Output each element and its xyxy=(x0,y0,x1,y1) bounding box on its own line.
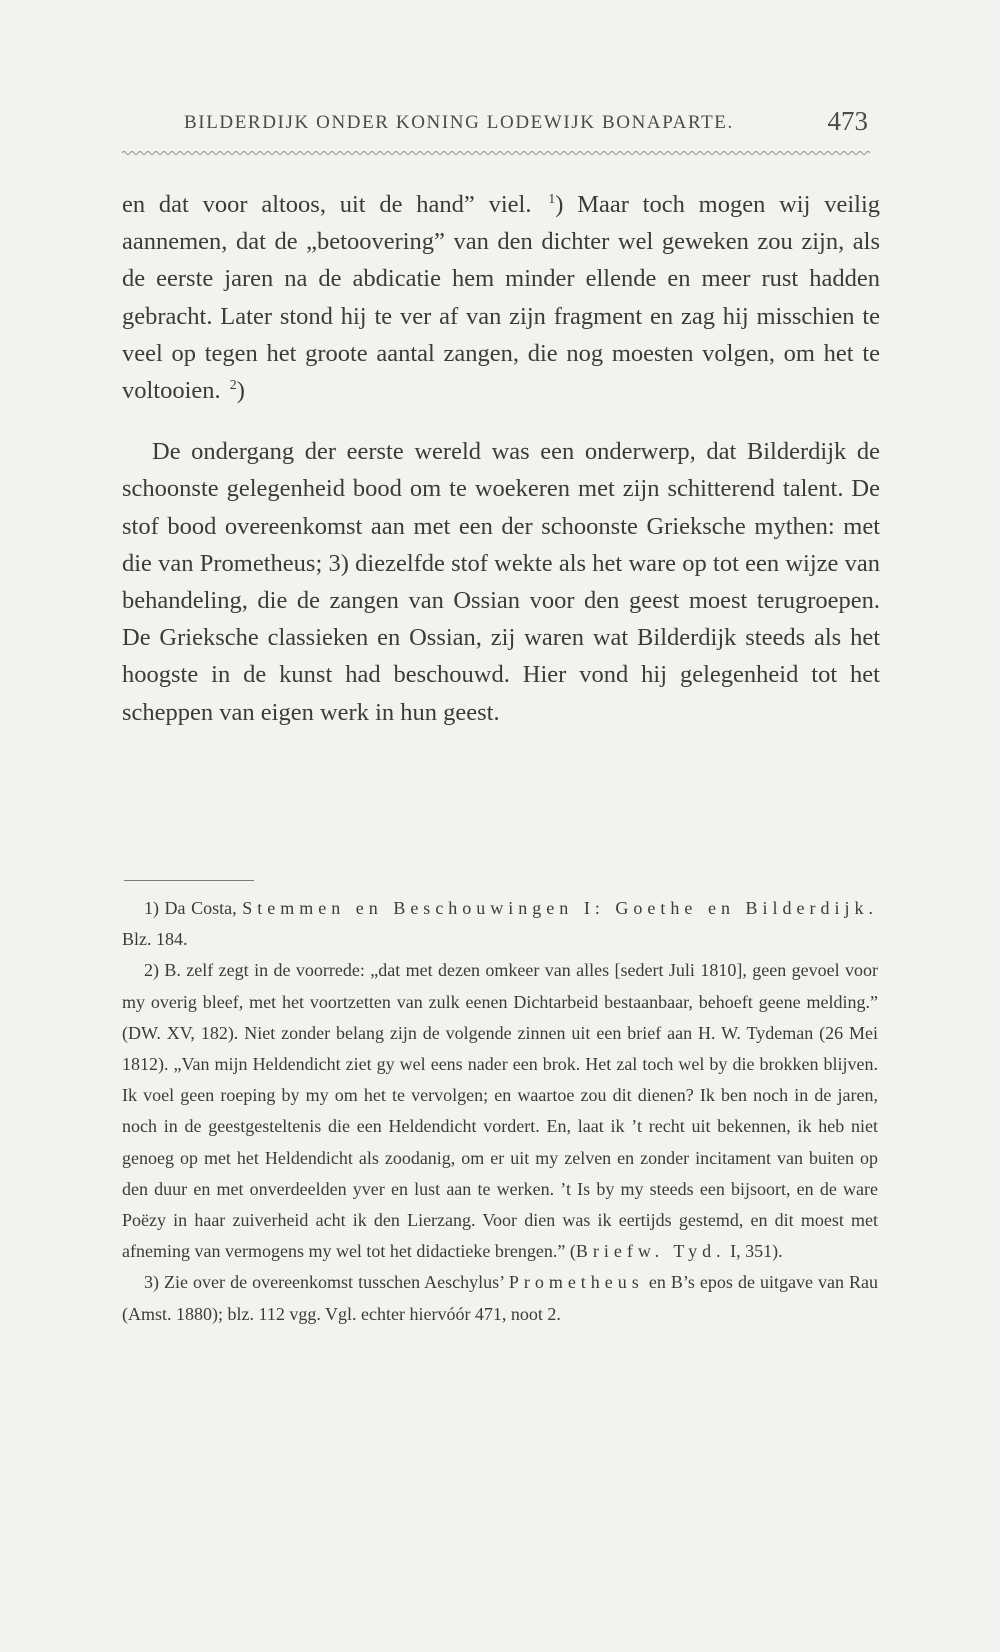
header-wavy-rule xyxy=(122,150,870,156)
footnote-2-title: Briefw. Tyd. xyxy=(575,1241,726,1262)
footnote-3-part-a: 3) Zie over de overeenkomst tusschen Aeschylus’ xyxy=(144,1272,504,1293)
footnote-separator xyxy=(124,880,254,881)
footnote-1-part-a: 1) Da Costa, xyxy=(144,898,237,918)
footnote-1-title: Stemmen en Beschouwingen I: Goethe en Bilderdijk. xyxy=(242,898,879,918)
paragraph-2-part-b: diezelfde stof wekte als het ware op tot een wijze van behandeling, die de zangen van Ossian voor den geest moest terugroepen. De Grieksche classieken en Ossian, zij waren wat Bilderdijk steeds als het hoogste in de kunst had beschouwd. Hier vond hij gelegenheid tot het scheppen van eigen werk in hun geest. xyxy=(122,549,880,726)
footnotes xyxy=(122,893,878,1330)
footnote-3 xyxy=(122,1267,878,1329)
footnote-2-part-a: 2) B. zelf zegt in de voorrede: „dat met dezen omkeer van alles [sedert Juli 1810], geen gevoel voor my overig bleef, met het voortzetten van zulk eenen Dichtarbeid bestaanbaar, behoeft geene melding.” (DW. XV, 182). Niet zonder belang zijn de volgende zinnen uit een brief aan H. W. Tydeman (26 Mei 1812). „Van mijn Heldendicht ziet gy wel eens nader een brok. Het zal toch wel by die brokken blijven. Ik voel geen roeping by my om het te vervolgen; en waartoe zou dit dienen? Ik ben noch in de jaren, noch in de geestgesteltenis die een Heldendicht vordert. En, laat ik ’t recht uit bekennen, ik heb niet genoeg op met het Heldendicht als zoodanig, om er uit my zelven en zonder incitament van buiten op den duur en met onverdeelden yver en lust aan te werken. ’t Is by my steeds een bijsoort, en de ware Poëzy in haar zuiverheid acht ik den Lierzang. Voor dien was ik eertijds gestemd, en dit moest met afneming van vermogens my wel tot het didactieke brengen.” ( xyxy=(122,960,878,1262)
page-header xyxy=(122,104,880,144)
footnote-ref-2: 2 xyxy=(229,378,237,394)
paragraph-2 xyxy=(122,433,880,731)
paragraph-1-part-c: ) xyxy=(236,377,245,405)
footnote-ref-3: 3) xyxy=(328,549,356,577)
page-number: 473 xyxy=(827,106,868,136)
running-title: BILDERDIJK ONDER KONING LODEWIJK BONAPARTE. xyxy=(184,112,734,133)
footnote-3-part-b: en B’s epos de uitgave van Rau (Amst. 1880); blz. 112 vgg. Vgl. echter hiervóór 471, noot 2. xyxy=(122,1272,879,1324)
paragraph-1-part-b: ) Maar toch mogen wij veilig aannemen, dat de „betoovering” van den dichter wel geweken zou zijn, als de eerste jaren na de abdicatie hem minder ellende en meer rust hadden gebracht. Later stond hij te ver af van zijn fragment en zag hij misschien te veel op tegen het groote aantal zangen, die nog moesten volgen, om het te voltooien. xyxy=(122,191,881,405)
paragraph-1-part-a: en dat voor altoos, uit de hand” viel. xyxy=(122,191,532,218)
footnote-1 xyxy=(122,893,878,955)
main-text xyxy=(122,186,880,731)
footnote-2 xyxy=(122,955,878,1267)
footnote-1-part-b: Blz. 184. xyxy=(122,929,188,950)
footnote-ref-1: 1 xyxy=(548,192,556,207)
footnote-2-part-b: I, 351). xyxy=(730,1241,783,1262)
paragraph-1 xyxy=(122,186,880,409)
paragraph-2-part-a: De ondergang der eerste wereld was een onderwerp, dat Bilderdijk de schoonste gelegenheid bood om te woekeren met zijn schitterend talent. De stof bood overeenkomst aan met een der schoonste Grieksche mythen: met die van Prometheus; xyxy=(122,438,880,577)
footnote-3-title: Prometheus xyxy=(508,1272,644,1293)
